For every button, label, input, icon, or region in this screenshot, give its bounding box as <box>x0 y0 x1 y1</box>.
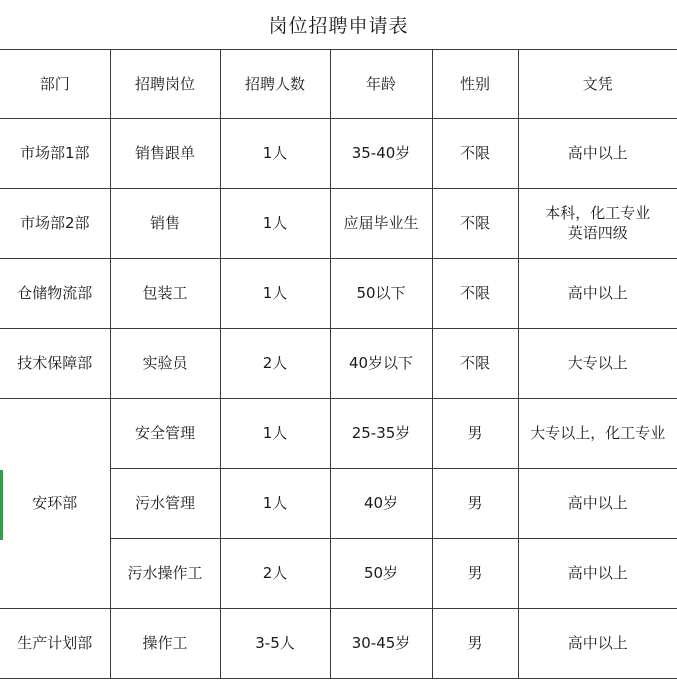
cell-gender: 男 <box>432 468 518 538</box>
cell-education: 高中以上 <box>518 118 677 188</box>
cell-position: 实验员 <box>110 328 220 398</box>
column-header-position: 招聘岗位 <box>110 50 220 118</box>
cell-count: 1人 <box>220 188 330 258</box>
cell-age: 30-45岁 <box>330 608 432 678</box>
table-header-row <box>0 50 677 118</box>
cell-age: 40岁以下 <box>330 328 432 398</box>
cell-gender: 不限 <box>432 188 518 258</box>
cell-position: 操作工 <box>110 608 220 678</box>
cell-dept: 生产计划部 <box>0 608 110 678</box>
cell-dept: 市场部2部 <box>0 188 110 258</box>
cell-gender: 男 <box>432 398 518 468</box>
cell-count: 3-5人 <box>220 608 330 678</box>
table-row <box>0 118 677 188</box>
cell-education: 高中以上 <box>518 258 677 328</box>
cell-dept: 仓储物流部 <box>0 258 110 328</box>
education-line-1: 本科，化工专业 <box>545 204 651 222</box>
cell-education: 大专以上，化工专业 <box>518 398 677 468</box>
cell-age: 25-35岁 <box>330 398 432 468</box>
table-row <box>0 188 677 258</box>
table-row <box>0 608 677 678</box>
cell-education: 高中以上 <box>518 608 677 678</box>
cell-age: 50以下 <box>330 258 432 328</box>
table-row <box>0 328 677 398</box>
cell-count: 2人 <box>220 328 330 398</box>
cell-position: 销售跟单 <box>110 118 220 188</box>
cell-position: 污水操作工 <box>110 538 220 608</box>
column-header-count: 招聘人数 <box>220 50 330 118</box>
column-header-dept: 部门 <box>0 50 110 118</box>
recruitment-table <box>0 50 677 679</box>
cell-age: 40岁 <box>330 468 432 538</box>
cell-education: 大专以上 <box>518 328 677 398</box>
cell-gender: 不限 <box>432 118 518 188</box>
column-header-education: 文凭 <box>518 50 677 118</box>
cell-gender: 男 <box>432 538 518 608</box>
cell-count: 2人 <box>220 538 330 608</box>
column-header-gender: 性别 <box>432 50 518 118</box>
cell-gender: 不限 <box>432 258 518 328</box>
cell-age: 35-40岁 <box>330 118 432 188</box>
cell-age: 应届毕业生 <box>330 188 432 258</box>
education-line-2: 英语四级 <box>567 224 628 242</box>
cell-count: 1人 <box>220 258 330 328</box>
page-title: 岗位招聘申请表 <box>0 0 677 50</box>
cell-education: 高中以上 <box>518 468 677 538</box>
table-row <box>0 398 677 468</box>
cell-education <box>518 188 677 258</box>
cell-position: 污水管理 <box>110 468 220 538</box>
cell-position: 销售 <box>110 188 220 258</box>
cell-dept: 市场部1部 <box>0 118 110 188</box>
cell-position: 安全管理 <box>110 398 220 468</box>
table-row <box>0 258 677 328</box>
cell-count: 1人 <box>220 398 330 468</box>
cell-count: 1人 <box>220 118 330 188</box>
cell-gender: 不限 <box>432 328 518 398</box>
cell-count: 1人 <box>220 468 330 538</box>
cell-age: 50岁 <box>330 538 432 608</box>
column-header-age: 年龄 <box>330 50 432 118</box>
cell-dept-merged: 安环部 <box>0 398 110 608</box>
cell-position: 包装工 <box>110 258 220 328</box>
cell-education: 高中以上 <box>518 538 677 608</box>
cell-gender: 男 <box>432 608 518 678</box>
cell-dept: 技术保障部 <box>0 328 110 398</box>
